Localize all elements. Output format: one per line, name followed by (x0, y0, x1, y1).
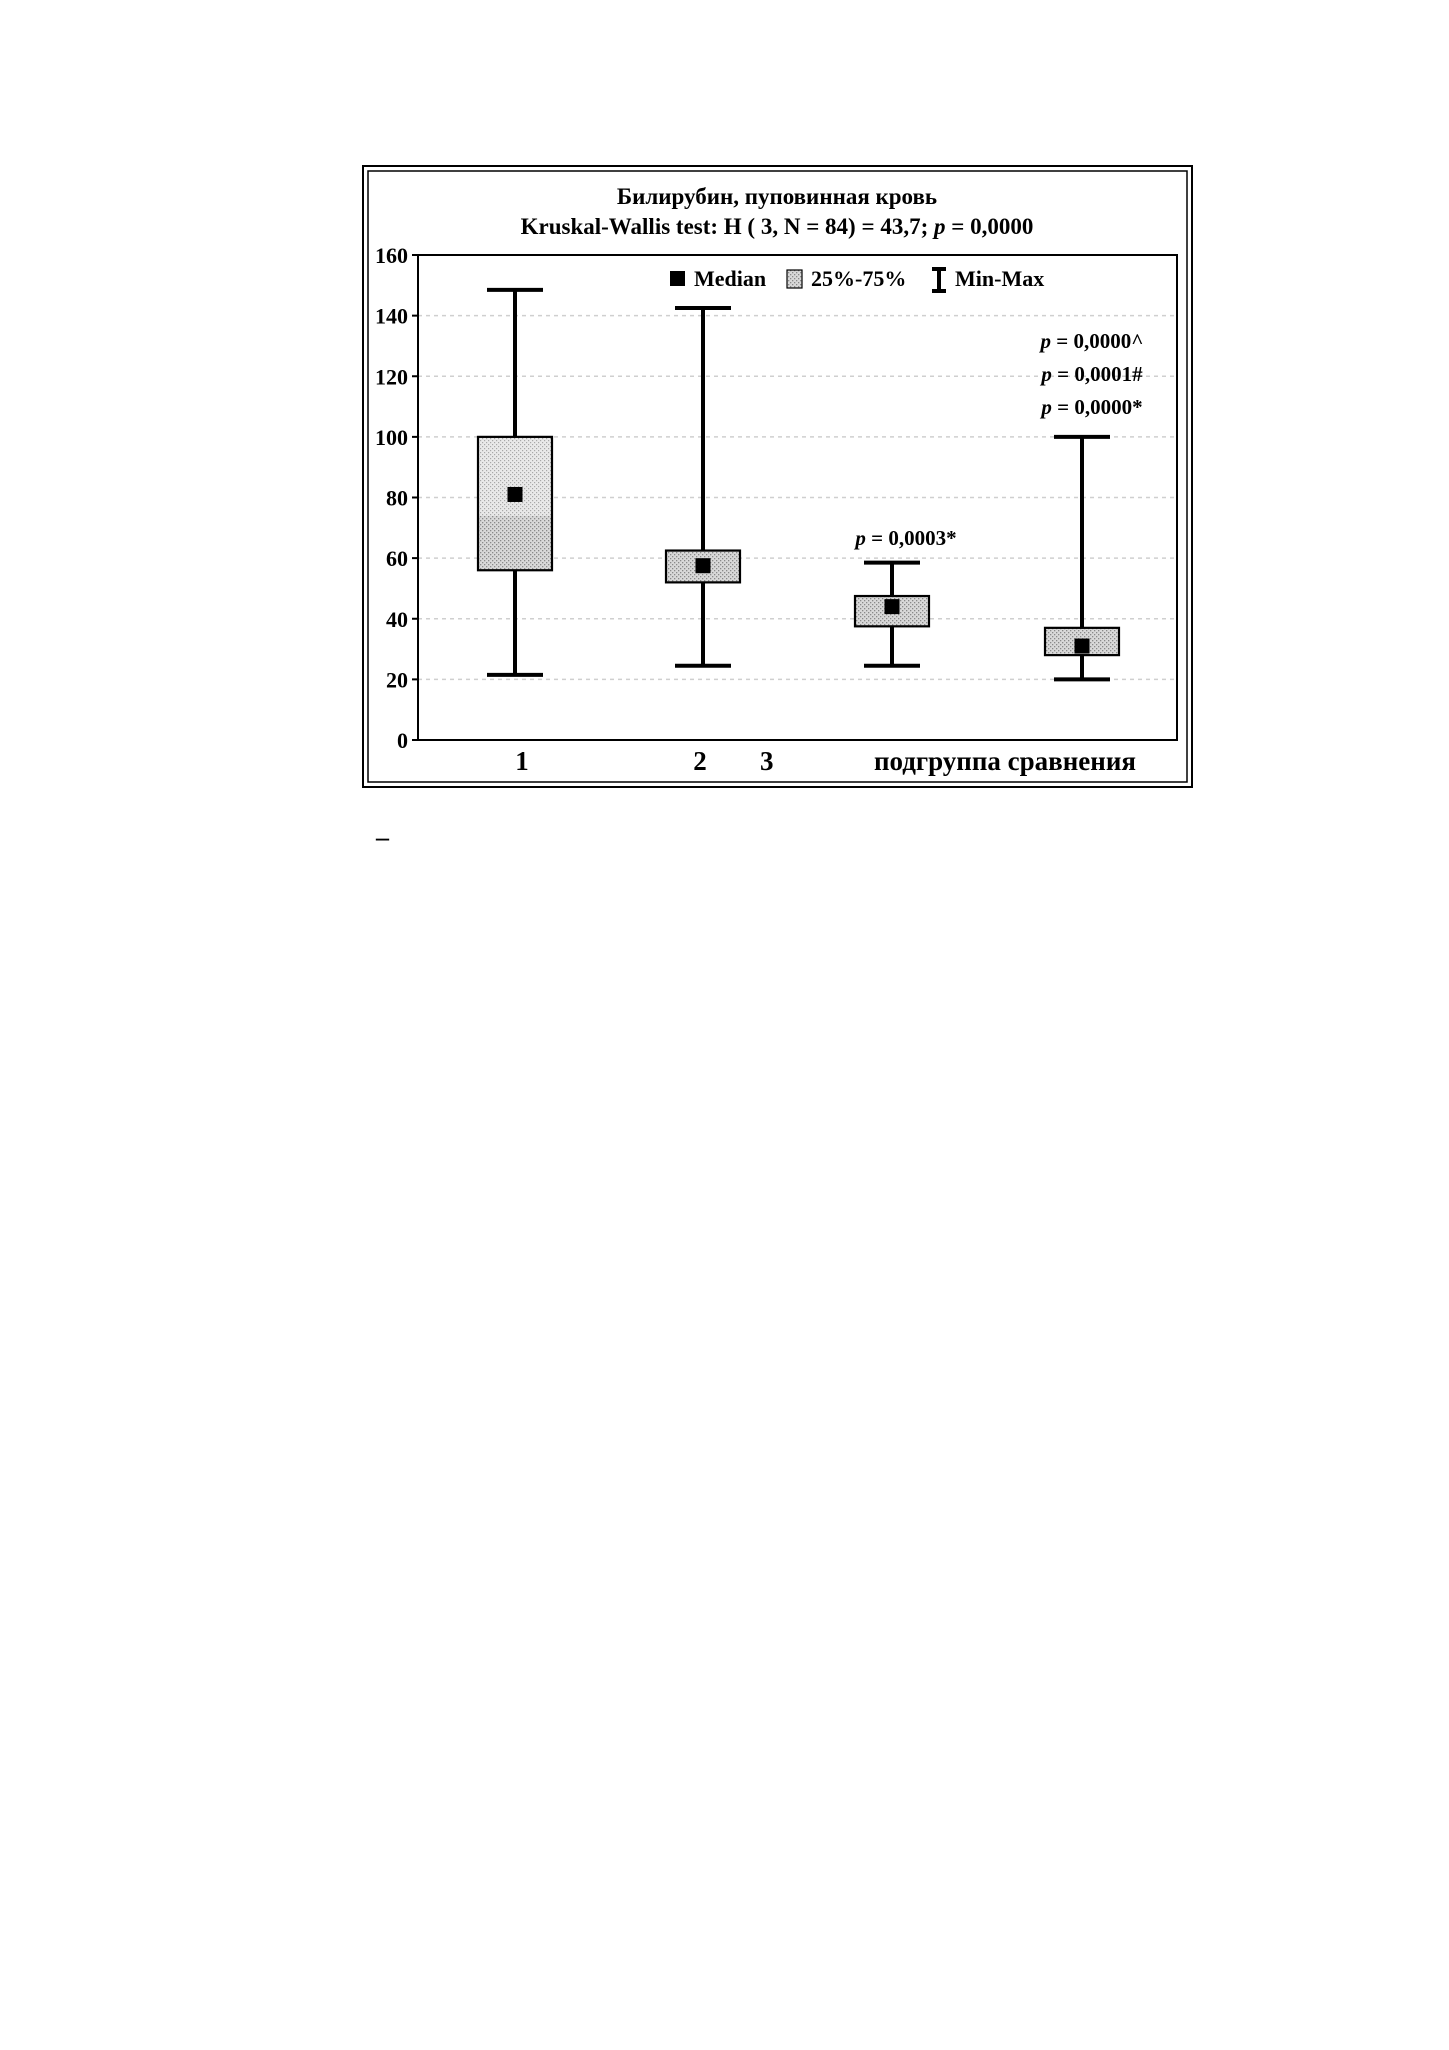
p-value-annotation-4-3: p = 0,0000* (1041, 395, 1143, 419)
median-marker-2 (696, 558, 711, 573)
category-label-4: подгруппа сравнения (873, 746, 1137, 776)
legend-median-label: Median (694, 266, 767, 291)
y-tick-label-100: 100 (375, 424, 408, 450)
y-tick-label-140: 140 (375, 303, 408, 329)
legend-minmax-label: Min-Max (955, 266, 1045, 291)
y-tick-label-160: 160 (375, 243, 408, 268)
p-value-annotation-4-1: p = 0,0000^ (1040, 329, 1144, 353)
median-marker-3 (885, 599, 900, 614)
y-tick-label-0: 0 (397, 728, 408, 753)
legend-iqr-label: 25%-75% (811, 266, 907, 291)
legend-median-marker (670, 271, 685, 286)
chart-subtitle: Kruskal-Wallis test: H ( 3, N = 84) = 43,7; p = 0,0000 (520, 214, 1034, 239)
p-value-annotation-4-2: p = 0,0001# (1041, 362, 1143, 386)
p-value-annotation-3-1: p = 0,0003* (855, 526, 957, 550)
category-label-1: 1 (515, 746, 529, 776)
box-fill-lower-1 (478, 516, 552, 571)
y-tick-label-120: 120 (375, 364, 408, 390)
legend-iqr-swatch (787, 270, 802, 288)
y-tick-label-20: 20 (386, 667, 408, 693)
y-tick-label-80: 80 (386, 485, 408, 511)
median-marker-1 (508, 487, 523, 502)
y-tick-label-60: 60 (386, 546, 408, 572)
chart-title: Билирубин, пуповинная кровь (616, 184, 938, 209)
legend (670, 266, 1044, 291)
median-marker-4 (1075, 639, 1090, 654)
y-tick-label-40: 40 (386, 606, 408, 632)
footnote-mark: – (376, 823, 389, 852)
box-fill-upper-1 (478, 437, 552, 516)
category-label-3: 3 (760, 746, 774, 776)
category-label-2: 2 (693, 746, 707, 776)
